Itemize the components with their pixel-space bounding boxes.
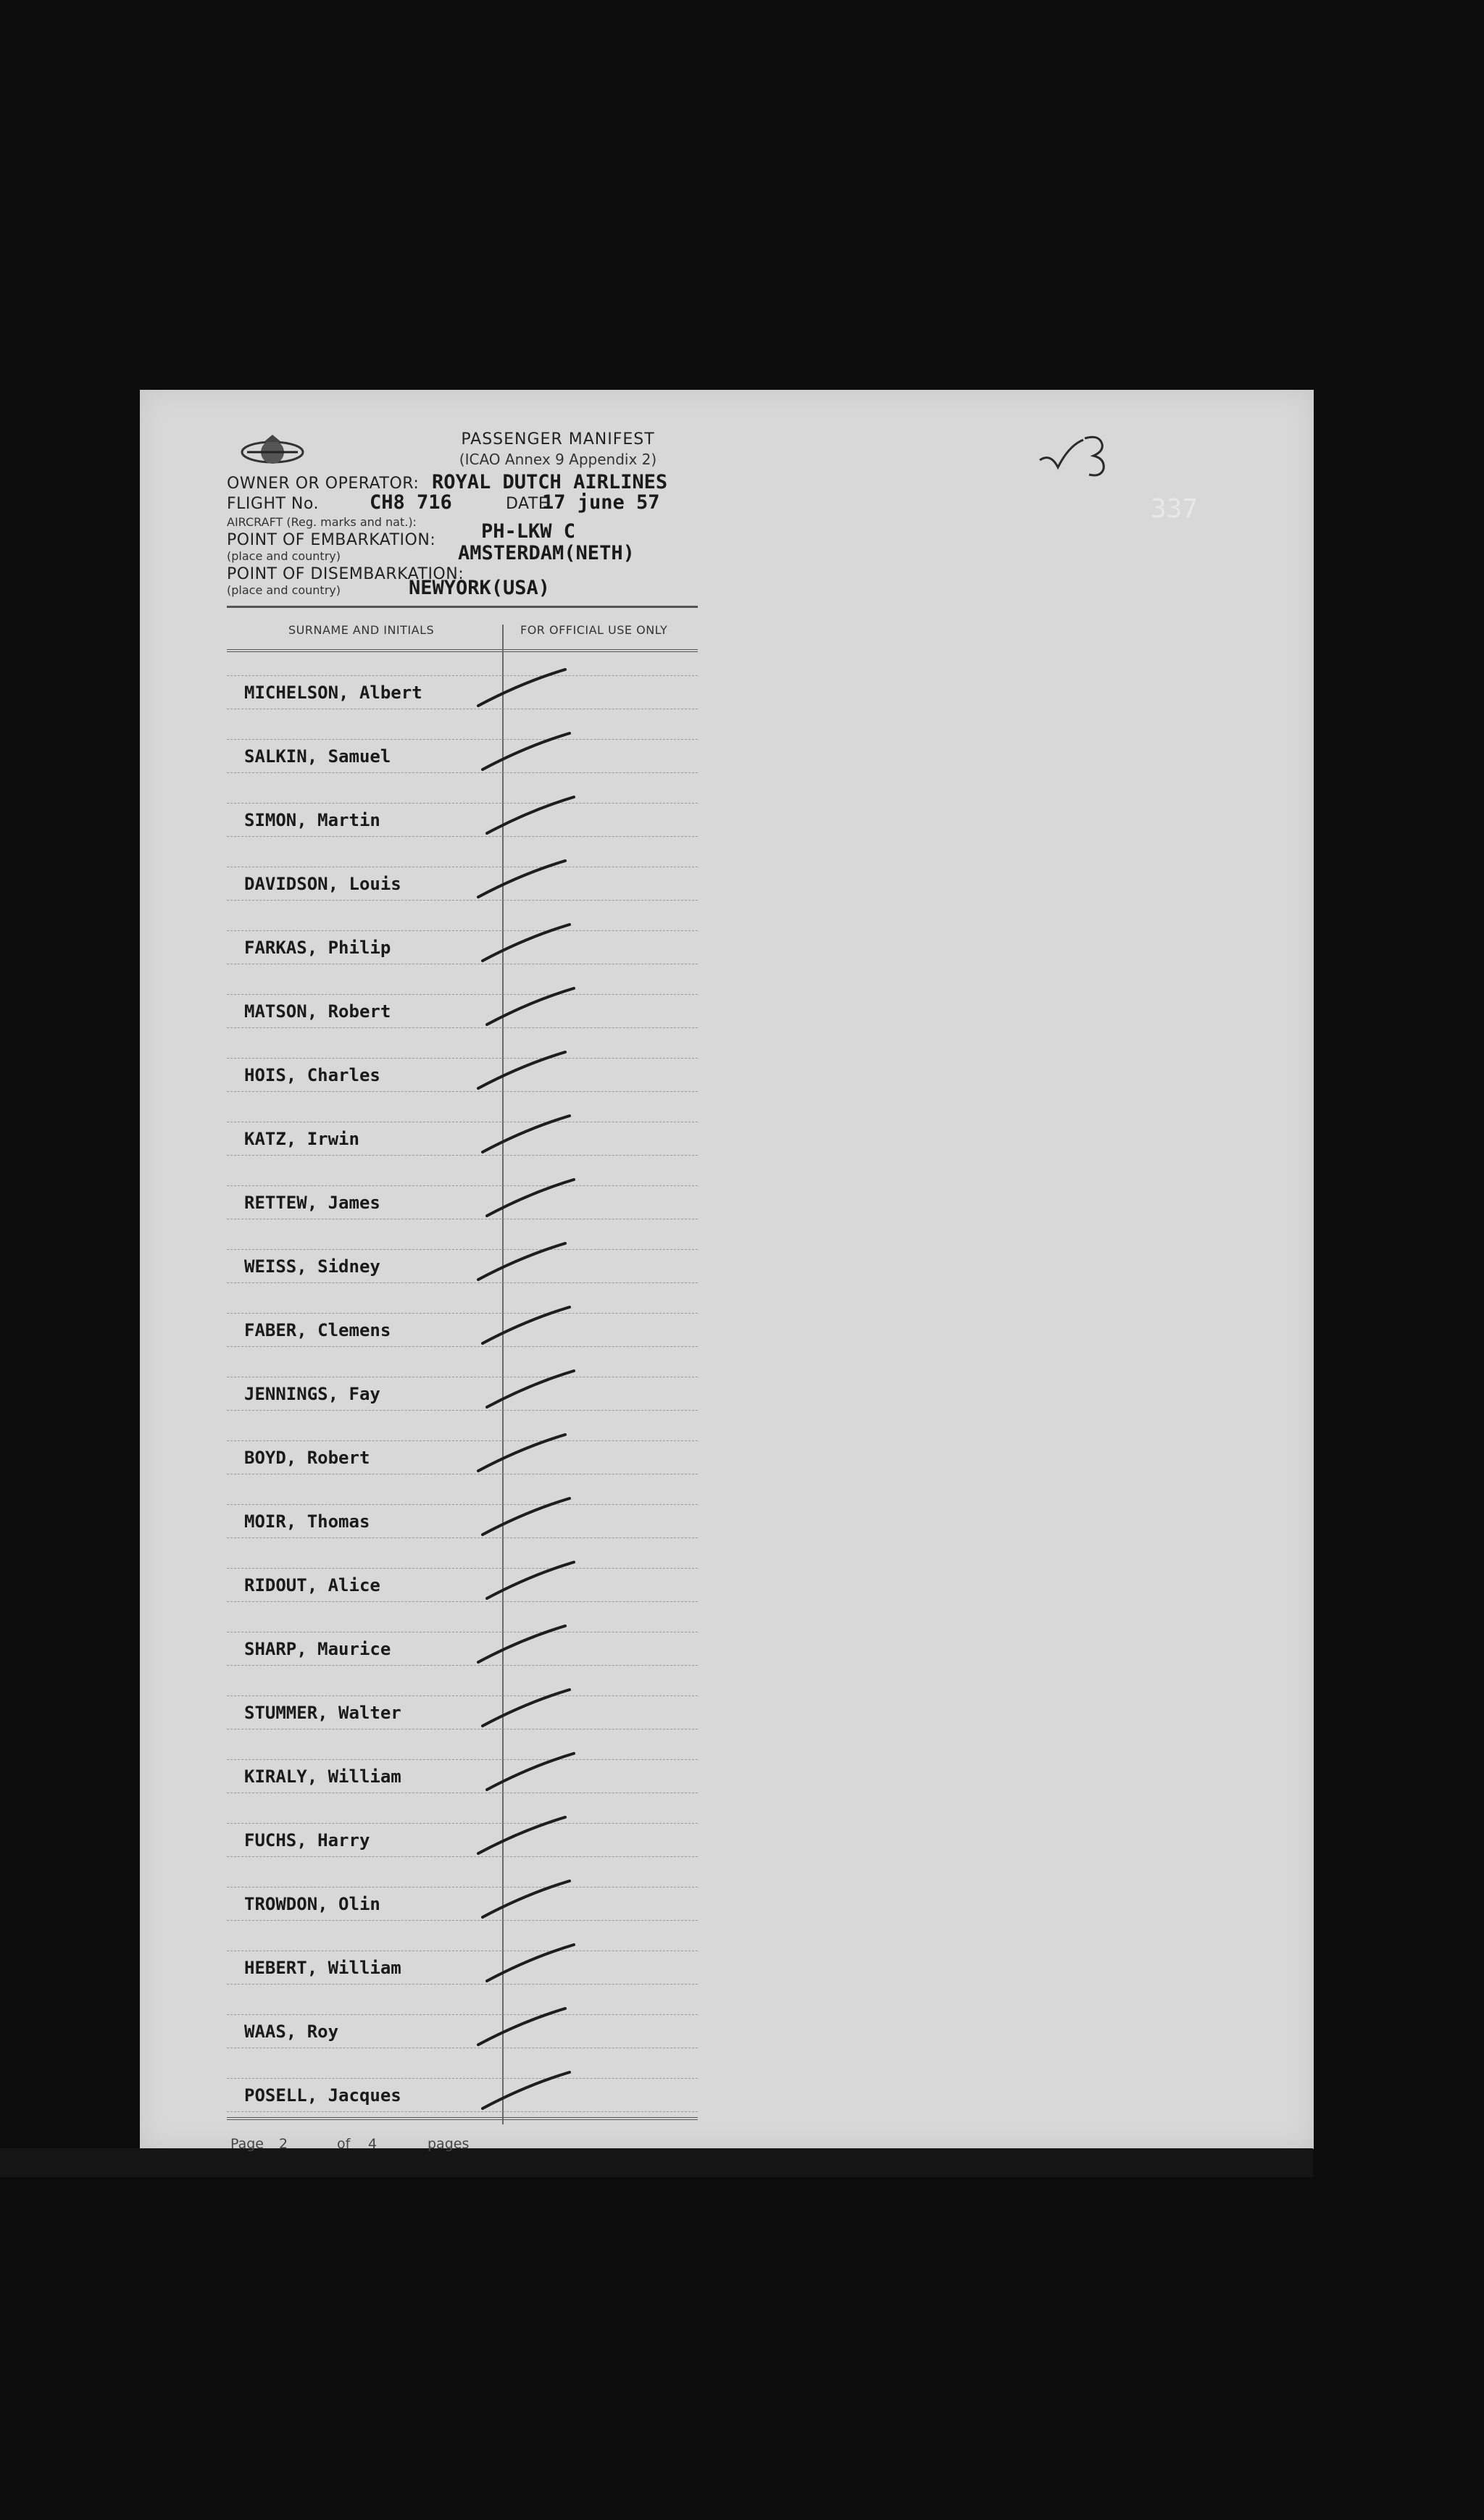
passenger-name: HEBERT, William: [244, 1958, 401, 1978]
row-divider: [227, 836, 698, 837]
header-rule: [227, 606, 698, 608]
row-divider: [227, 675, 698, 676]
airline-crest-icon: [240, 430, 305, 474]
disembark-sub: (place and country): [227, 583, 341, 597]
row-divider: [227, 1249, 698, 1250]
passenger-name: FARKAS, Philip: [244, 938, 391, 958]
row-divider: [227, 1091, 698, 1092]
passenger-name: MATSON, Robert: [244, 1001, 391, 1022]
row-divider: [227, 900, 698, 901]
embark-sub: (place and country): [227, 549, 341, 563]
passenger-name: SIMON, Martin: [244, 810, 380, 830]
row-divider: [227, 930, 698, 931]
row-divider: [227, 1823, 698, 1824]
footer-pages-label: pages: [428, 2136, 470, 2152]
passenger-name: TROWDON, Olin: [244, 1894, 380, 1914]
row-divider: [227, 739, 698, 740]
passenger-name: SHARP, Maurice: [244, 1639, 391, 1659]
row-divider: [227, 1346, 698, 1347]
row-divider: [227, 1440, 698, 1441]
aircraft-value: PH-LKW C: [481, 520, 576, 543]
aircraft-label: AIRCRAFT (Reg. marks and nat.):: [227, 515, 417, 529]
row-divider: [227, 994, 698, 995]
row-divider: [227, 1185, 698, 1186]
footer-page-num: 2: [279, 2136, 288, 2152]
passenger-name: DAVIDSON, Louis: [244, 874, 401, 894]
date-value: 17 june 57: [542, 491, 660, 514]
embark-value: AMSTERDAM(NETH): [458, 542, 635, 564]
passenger-name: STUMMER, Walter: [244, 1703, 401, 1723]
handwritten-check-icon: [1033, 431, 1120, 489]
footer-of-label: of: [337, 2136, 351, 2152]
row-divider: [227, 1027, 698, 1028]
row-divider: [227, 1984, 698, 1985]
passenger-name: FUCHS, Harry: [244, 1830, 370, 1851]
row-divider: [227, 1856, 698, 1857]
official-use-column-header: FOR OFFICIAL USE ONLY: [520, 623, 668, 637]
manifest-subtitle: (ICAO Annex 9 Appendix 2): [459, 451, 657, 468]
row-divider: [227, 2111, 698, 2112]
row-divider: [227, 803, 698, 804]
disembark-label: POINT OF DISEMBARKATION:: [227, 565, 464, 583]
row-divider: [227, 1410, 698, 1411]
row-divider: [227, 2014, 698, 2015]
row-divider: [227, 1665, 698, 1666]
row-divider: [227, 1568, 698, 1569]
passenger-name: KATZ, Irwin: [244, 1129, 359, 1149]
passenger-name: FABER, Clemens: [244, 1320, 391, 1340]
flight-label: FLIGHT No.: [227, 495, 319, 513]
passenger-name: KIRALY, William: [244, 1766, 401, 1787]
scan-border: [0, 2148, 1313, 2177]
passenger-name: HOIS, Charles: [244, 1065, 380, 1085]
passenger-name: MICHELSON, Albert: [244, 683, 422, 703]
row-divider: [227, 1601, 698, 1602]
row-divider: [227, 1695, 698, 1696]
passenger-list: [227, 655, 698, 2119]
page-stamp-number: 337: [1151, 494, 1199, 524]
passenger-name: POSELL, Jacques: [244, 2085, 401, 2106]
footer-rule: [227, 2117, 698, 2120]
row-divider: [227, 1759, 698, 1760]
passenger-name: JENNINGS, Fay: [244, 1384, 380, 1404]
row-divider: [227, 2078, 698, 2079]
row-divider: [227, 1058, 698, 1059]
column-header-rule: [227, 649, 698, 652]
surname-column-header: SURNAME AND INITIALS: [288, 623, 435, 637]
row-divider: [227, 1155, 698, 1156]
embark-label: POINT OF EMBARKATION:: [227, 531, 436, 549]
passenger-name: WAAS, Roy: [244, 2022, 339, 2042]
passenger-name: MOIR, Thomas: [244, 1511, 370, 1532]
footer-page-total: 4: [368, 2136, 378, 2152]
passenger-name: WEISS, Sidney: [244, 1256, 380, 1277]
passenger-name: SALKIN, Samuel: [244, 746, 391, 767]
flight-value: CH8 716: [370, 491, 452, 514]
passenger-name: BOYD, Robert: [244, 1448, 370, 1468]
row-divider: [227, 1729, 698, 1730]
passenger-name: RIDOUT, Alice: [244, 1575, 380, 1595]
passenger-name: RETTEW, James: [244, 1193, 380, 1213]
footer-page-label: Page: [230, 2136, 264, 2152]
row-divider: [227, 1504, 698, 1505]
disembark-value: NEWYORK(USA): [409, 577, 551, 599]
owner-label: OWNER OR OPERATOR:: [227, 475, 420, 493]
row-divider: [227, 1920, 698, 1921]
row-divider: [227, 1313, 698, 1314]
manifest-title: PASSENGER MANIFEST: [461, 430, 655, 448]
date-label: DATE: [506, 495, 549, 513]
row-divider: [227, 772, 698, 773]
row-divider: [227, 1282, 698, 1283]
owner-value: ROYAL DUTCH AIRLINES: [432, 471, 668, 493]
